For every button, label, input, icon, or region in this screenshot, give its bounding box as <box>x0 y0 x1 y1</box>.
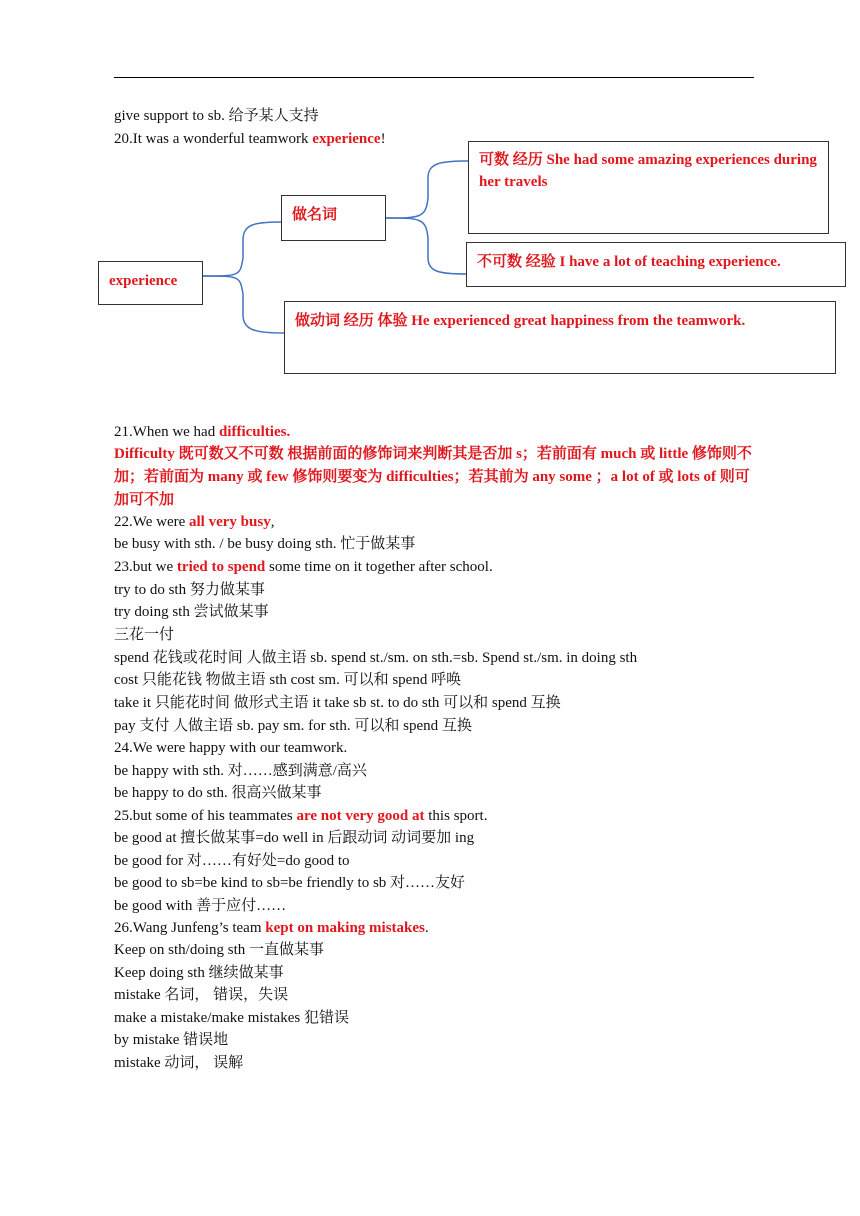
node-noun: 做名词 <box>281 195 386 241</box>
sentence-23: 23.but we tried to spend some time on it together after school. <box>114 559 493 575</box>
node-experience: experience <box>98 261 203 305</box>
text-line: be happy with sth. 对……感到满意/高兴 <box>114 763 367 779</box>
text-line: Keep doing sth 继续做某事 <box>114 965 284 981</box>
text-line: be busy with sth. / be busy doing sth. 忙于做某事 <box>114 536 416 552</box>
text-line: Keep on sth/doing sth 一直做某事 <box>114 942 324 958</box>
highlight-all-very-busy: all very busy <box>189 514 271 530</box>
text-line: make a mistake/make mistakes 犯错误 <box>114 1010 349 1026</box>
sentence-26: 26.Wang Junfeng’s team kept on making mistakes. <box>114 920 429 936</box>
text-line: mistake 名词， 错误，失误 <box>114 987 289 1003</box>
text-line: pay 支付 人做主语 sb. pay sm. for sth. 可以和 spend 互换 <box>114 718 472 734</box>
text-line: be happy to do sth. 很高兴做某事 <box>114 785 322 801</box>
text-line: be good with 善于应付…… <box>114 898 287 914</box>
text-line: mistake 动词， 误解 <box>114 1055 244 1071</box>
text-line: take it 只能花时间 做形式主语 it take sb st. to do sth 可以和 spend 互换 <box>114 695 561 711</box>
node-countable: 可数 经历 She had some amazing experiences during her travels <box>468 141 829 234</box>
highlight-experience: experience <box>312 131 381 147</box>
sentence-21: 21.When we had difficulties. <box>114 424 291 440</box>
highlight-tried-to-spend: tried to spend <box>176 559 266 575</box>
highlight-difficulties: difficulties. <box>218 424 291 440</box>
text-line: be good to sb=be kind to sb=be friendly to sb 对……友好 <box>114 875 466 891</box>
highlight-not-very-good-at: are not very good at <box>296 808 425 824</box>
text-line: cost 只能花钱 物做主语 sth cost sm. 可以和 spend 呼唤 <box>114 672 462 688</box>
sentence-20: 20.It was a wonderful teamwork experience! <box>114 131 386 147</box>
highlight-kept-on-making-mistakes: kept on making mistakes <box>265 920 425 936</box>
node-verb: 做动词 经历 体验 He experienced great happiness from the teamwork. <box>284 301 836 374</box>
text-line: try doing sth 尝试做某事 <box>114 604 269 620</box>
note-difficulty: Difficulty 既可数又不可数 根据前面的修饰词来判断其是否加 s；若前面有 much 或 little 修饰则不加；若前面为 many 或 few 修饰则要变为 difficulties；若其前为 any some ；a lot of 或 lots of 则可加可不加 <box>114 446 752 508</box>
sentence-22: 22.We were all very busy, <box>114 514 275 530</box>
sentence-25: 25.but some of his teammates are not very good at this sport. <box>114 808 488 824</box>
text-line: spend 花钱或花时间 人做主语 sb. spend st./sm. on sth.=sb. Spend st./sm. in doing sth <box>114 650 638 666</box>
sentence-24: 24.We were happy with our teamwork. <box>114 740 348 756</box>
text-line: 三花一付 <box>114 627 175 643</box>
text-line: by mistake 错误地 <box>114 1032 229 1048</box>
text-line: give support to sb. 给予某人支持 <box>114 108 319 124</box>
text-line: be good at 擅长做某事=do well in 后跟动词 动词要加 ing <box>114 830 475 846</box>
text-line: try to do sth 努力做某事 <box>114 582 265 598</box>
node-uncountable: 不可数 经验 I have a lot of teaching experience. <box>466 242 846 287</box>
text-line: be good for 对……有好处=do good to <box>114 853 350 869</box>
